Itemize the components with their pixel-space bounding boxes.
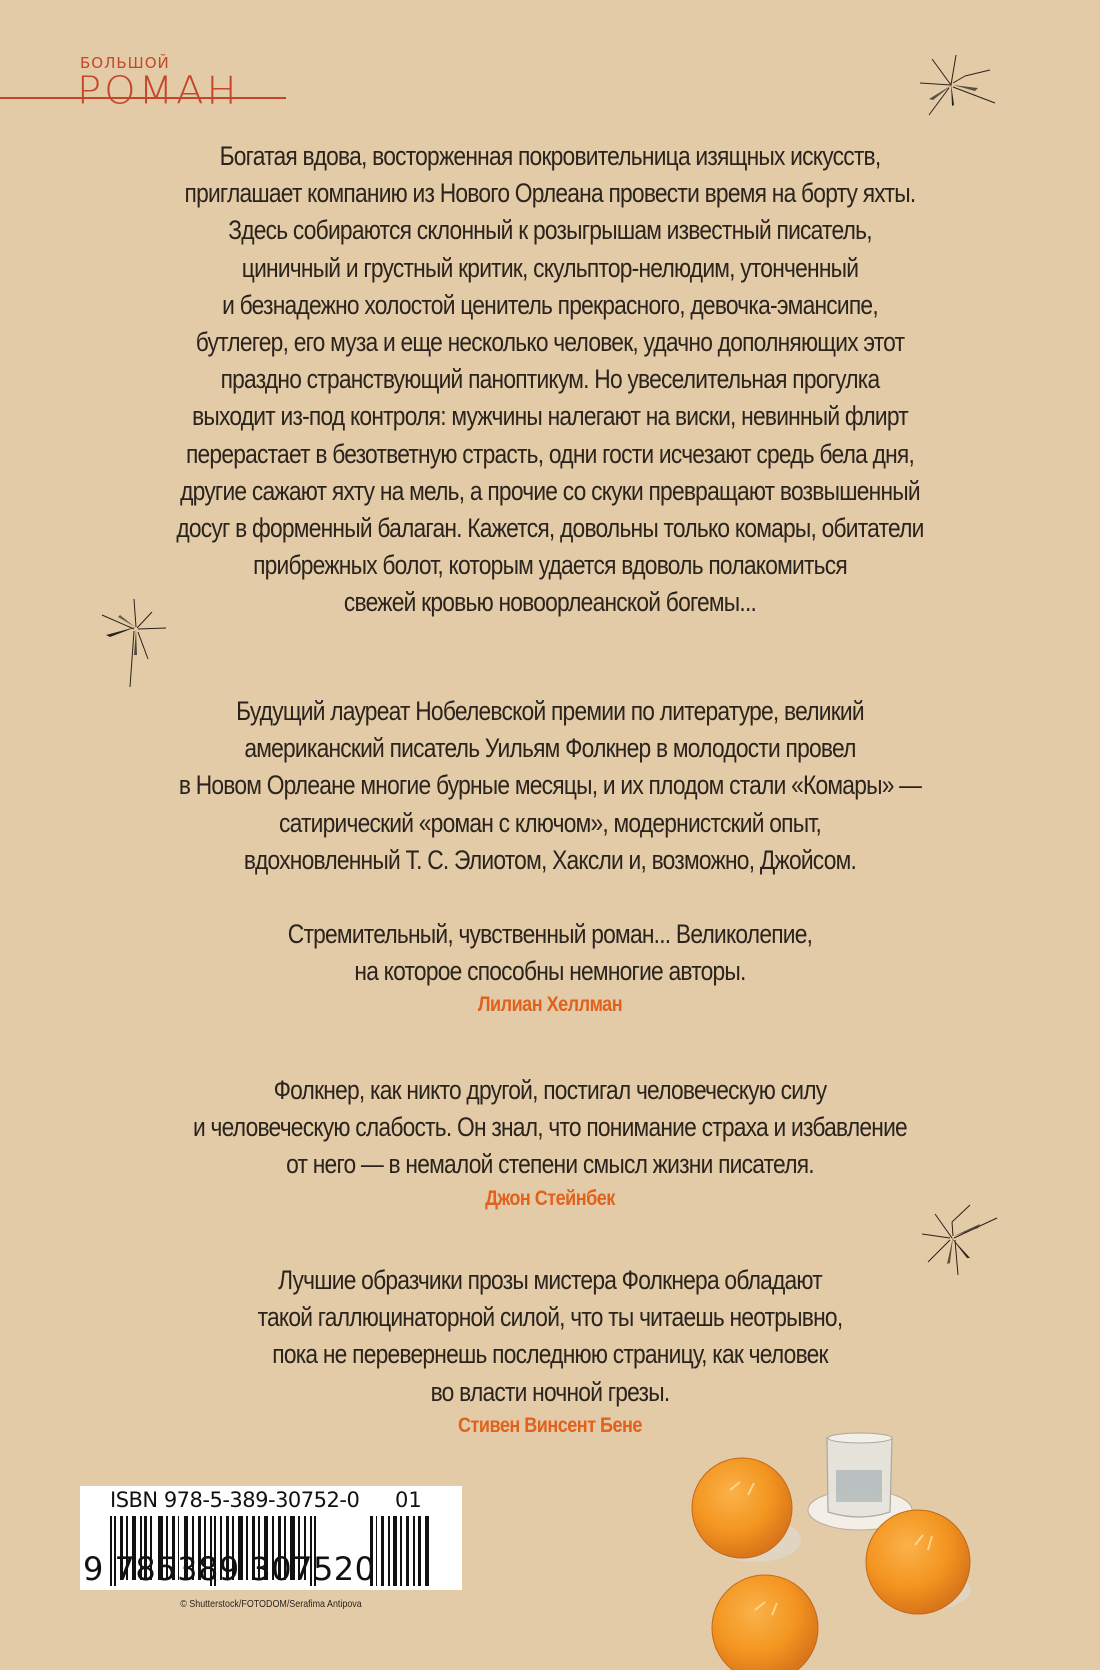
synopsis-line: и безнадежно холостой ценитель прекрасного, девочка-эмансипе, (222, 289, 878, 320)
synopsis-line: перерастает в безответную страсть, одни гости исчезают средь бела дня, (185, 438, 915, 469)
oranges-and-glass-illustration (660, 1400, 1100, 1670)
mosquito-icon (96, 597, 171, 692)
synopsis-line: досуг в форменный балаган. Кажется, довольны только комары, обитатели (176, 513, 924, 544)
quote-author: Стивен Винсент Бене (458, 1413, 642, 1437)
quote-line: Стремительный, чувственный роман... Великолепие, (287, 919, 813, 949)
about-author-line: американский писатель Уильям Фолкнер в молодости провел (244, 733, 856, 764)
about-author-line: в Новом Орлеане многие бурные месяцы, и их плодом стали «Комары» — (178, 770, 922, 801)
quote-line: на которое способны немногие авторы. (354, 956, 746, 987)
synopsis-line: Богатая вдова, восторженная покровительница изящных искусств, (219, 141, 881, 171)
synopsis-line: выходит из-под контроля: мужчины налегают на виски, невинный флирт (192, 401, 908, 432)
quote-author: Лилиан Хеллман (477, 993, 623, 1017)
synopsis-line: бутлегер, его муза и еще несколько человек, удачно дополняющих этот (195, 327, 905, 358)
isbn-number: ISBN 978-5-389-30752-0 (110, 1488, 360, 1512)
synopsis-line: циничный и грустный критик, скульптор-нелюдим, утонченный (241, 252, 859, 283)
series-logo (0, 48, 300, 118)
synopsis-line: прибрежных болот, которым удается вдоволь полакомиться (253, 550, 847, 581)
isbn-barcode (80, 1486, 462, 1590)
quote-author: Джон Стейнбек (485, 1186, 615, 1210)
image-credit: © Shutterstock/FOTODOM/Serafima Antipova (180, 1598, 362, 1610)
quote-line: во власти ночной грезы. (430, 1376, 670, 1407)
quote-line: Фолкнер, как никто другой, постигал человеческую силу (273, 1075, 827, 1105)
quote-line: и человеческую слабость. Он знал, что понимание страха и избавление (193, 1112, 907, 1143)
ean-digits: 9 785389 307520 (83, 1550, 376, 1588)
quote-line: от него — в немалой степени смысл жизни писателя. (286, 1149, 814, 1180)
quote-line: пока не перевернешь последнюю страницу, как человек (272, 1339, 828, 1370)
quote-hellman (77, 916, 1023, 1020)
synopsis-line: праздно странствующий паноптикум. Но увеселительная прогулка (220, 364, 880, 395)
logo-small-text: БОЛЬШОЙ (80, 54, 170, 72)
about-author-paragraph (77, 693, 1023, 879)
mosquito-icon (915, 55, 1000, 125)
about-author-line: вдохновленный Т. С. Элиотом, Хаксли и, возможно, Джойсом. (243, 844, 857, 875)
about-author-line: Будущий лауреат Нобелевской премии по литературе, великий (236, 696, 864, 726)
quote-line: такой галлюцинаторной силой, что ты читаешь неотрывно, (257, 1302, 843, 1333)
about-author-line: сатирический «роман с ключом», модернистский опыт, (278, 807, 822, 838)
logo-big-text: РОМАН (77, 69, 240, 113)
isbn-addon: 01 (395, 1488, 422, 1512)
synopsis-line: Здесь собираются склонный к розыгрышам известный писатель, (228, 215, 872, 246)
quote-line: Лучшие образчики прозы мистера Фолкнера обладают (278, 1265, 822, 1295)
synopsis-line: приглашает компанию из Нового Орлеана провести время на борту яхты. (184, 178, 916, 209)
quote-steinbeck (77, 1072, 1023, 1214)
synopsis-paragraph (77, 138, 1023, 622)
synopsis-line: свежей кровью новоорлеанской богемы... (343, 587, 757, 618)
synopsis-line: другие сажают яхту на мель, а прочие со скуки превращают возвышенный (180, 475, 920, 506)
